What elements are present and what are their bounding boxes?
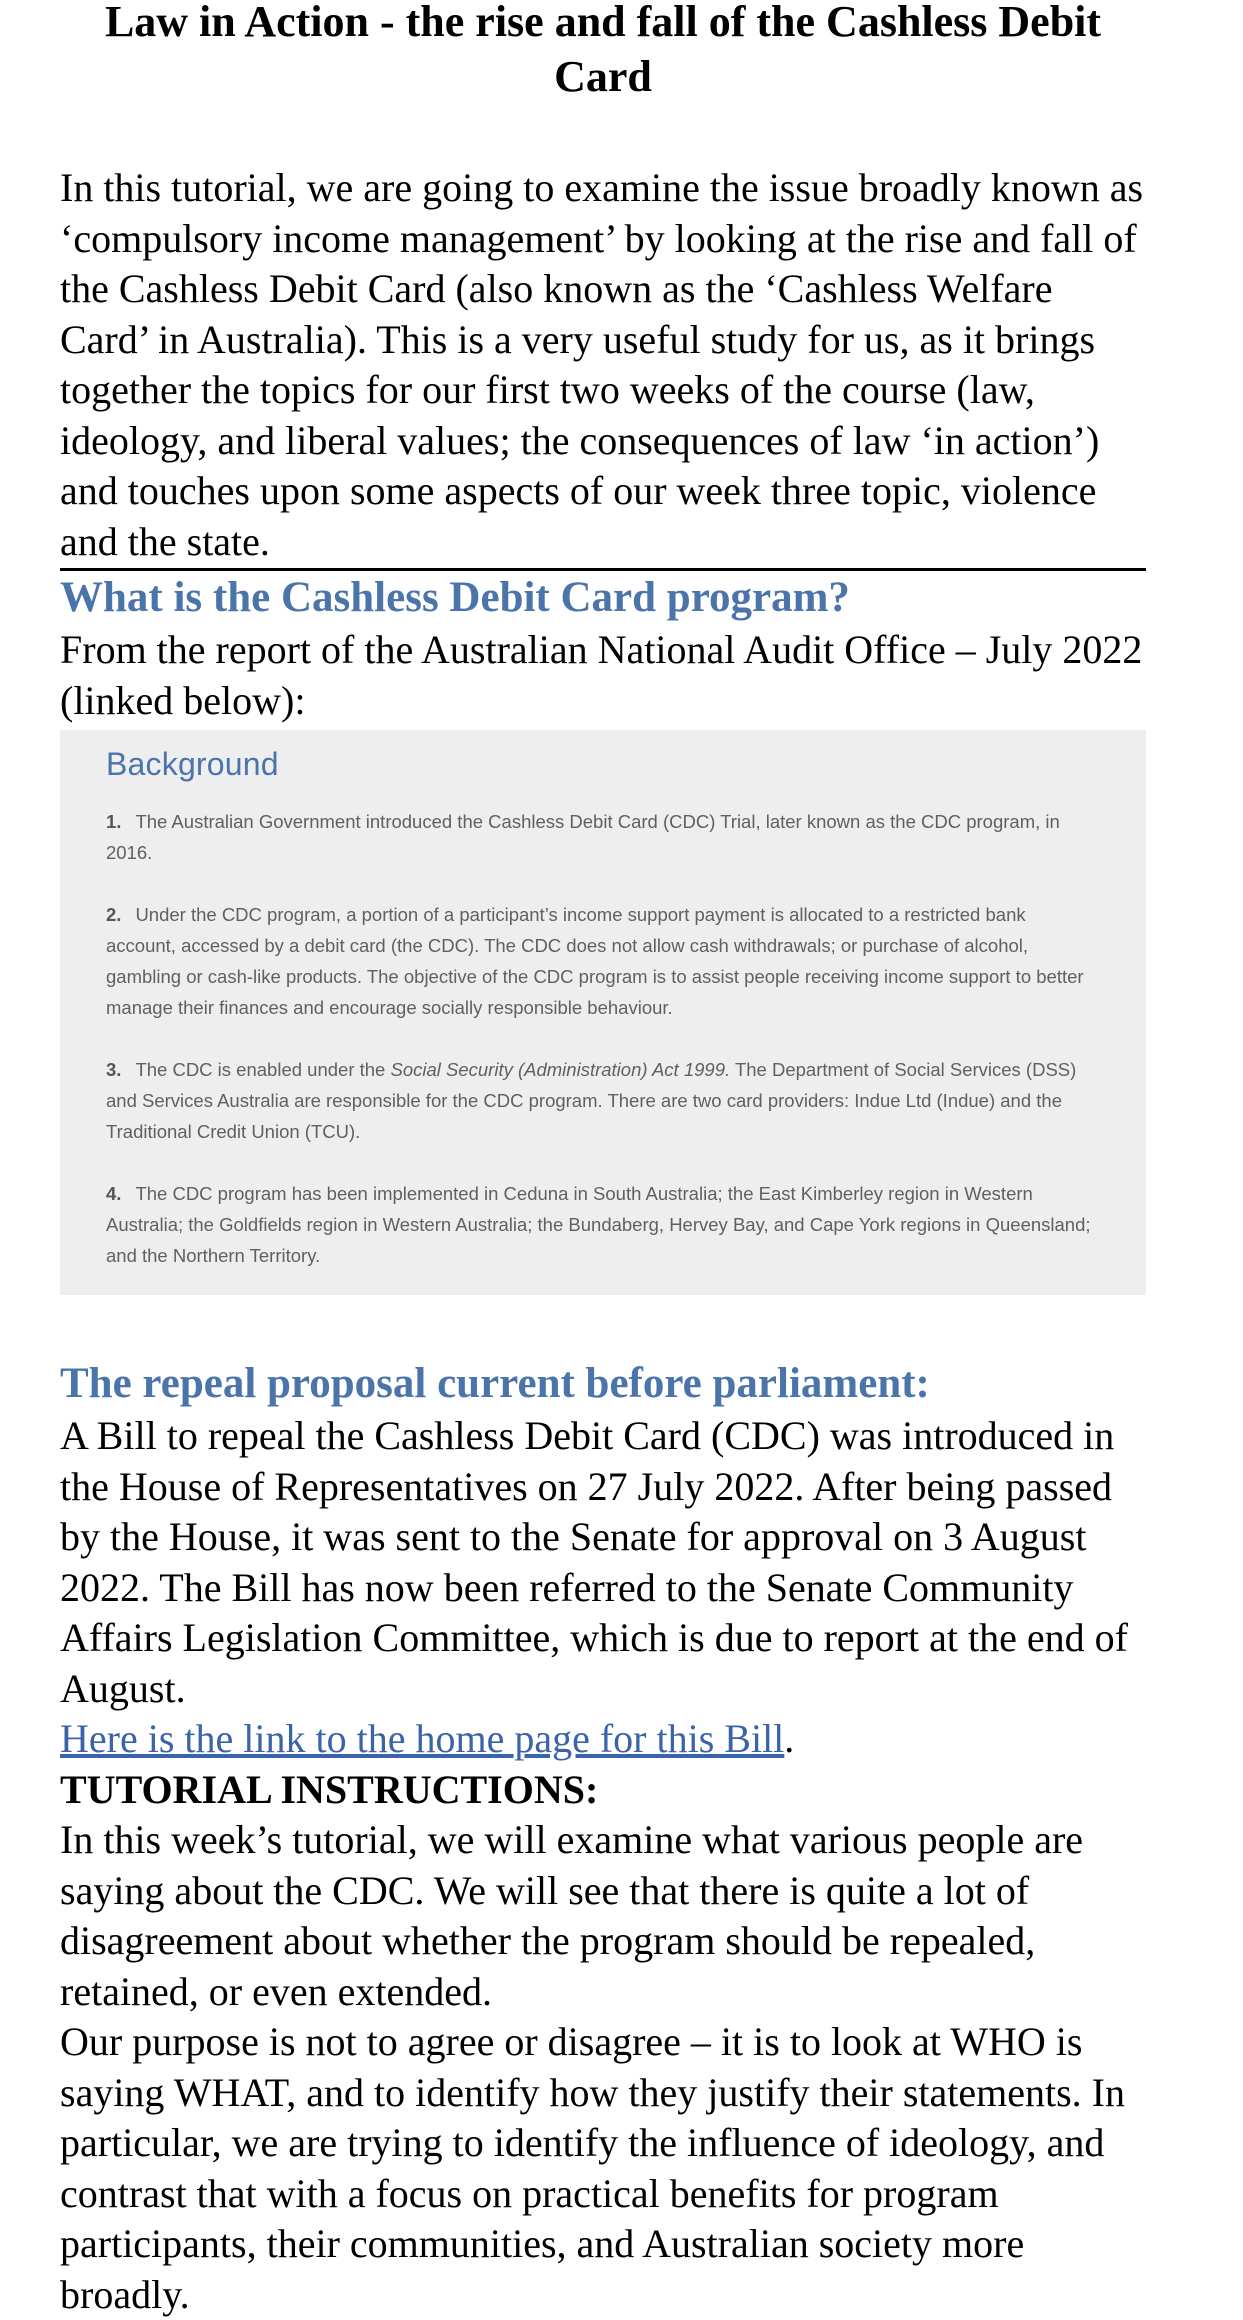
excerpt-item-text: The CDC program has been implemented in Ceduna in South Australia; the East Kimberley region in Western Australia; the Goldfields region in Western Australia; the Bundaberg, Hervey Bay, and Cape York regions in Queensland; and the Northern Territory. bbox=[106, 1183, 1091, 1266]
document-title: Law in Action - the rise and fall of the Cashless Debit Card bbox=[104, 0, 1102, 101]
instructions-paragraph-2: Our purpose is not to agree or disagree – it is to look at WHO is saying WHAT, and to identify how they justify their statements. In particular, we are trying to identify the influence of ideology, and contrast that with a focus on practical benefits for program participants, their communities, and Australian society more broadly. bbox=[60, 2019, 1125, 2317]
excerpt-item-number: 3. bbox=[106, 1059, 122, 1080]
link-suffix: . bbox=[784, 1716, 795, 1761]
section-heading-cdc-program: What is the Cashless Debit Card program? bbox=[60, 574, 850, 621]
audit-report-excerpt bbox=[60, 730, 1146, 1295]
intro-paragraph: In this tutorial, we are going to examine the issue broadly known as ‘compulsory income management’ by looking at the rise and fall of the Cashless Debit Card (also known as the ‘Cashless Welfare Card’ in Australia). This is a very useful study for us, as it brings together the topics for our first two weeks of the course (law, ideology, and liberal values; the consequences of law ‘in action’) and touches upon some aspects of our week three topic, violence and the state. bbox=[60, 163, 1146, 571]
excerpt-item bbox=[106, 1178, 1100, 1271]
excerpt-item bbox=[106, 1054, 1100, 1147]
excerpt-item-number: 1. bbox=[106, 811, 122, 832]
excerpt-item-text: The Australian Government introduced the Cashless Debit Card (CDC) Trial, later known as the CDC program, in 2016. bbox=[106, 811, 1060, 863]
act-title: Social Security (Administration) Act 1999. bbox=[390, 1059, 731, 1080]
excerpt-item-text: The CDC is enabled under the bbox=[135, 1059, 391, 1080]
tutorial-instructions-heading: TUTORIAL INSTRUCTIONS: bbox=[60, 1766, 599, 1812]
excerpt-item-number: 2. bbox=[106, 904, 122, 925]
excerpt-item-text: The Department of Social Services (DSS) and Services Australia are responsible for the CDC program. There are two card providers: Indue Ltd (Indue) and the Traditional Credit Union (TCU). bbox=[106, 1059, 1077, 1142]
excerpt-heading: Background bbox=[106, 746, 279, 782]
repeal-paragraph: A Bill to repeal the Cashless Debit Card (CDC) was introduced in the House of Representatives on 27 July 2022. After being passed by the House, it was sent to the Senate for approval on 3 August 2022. The Bill has now been referred to the Senate Community Affairs Legislation Committee, which is due to report at the end of August. bbox=[60, 1413, 1128, 1711]
excerpt-item bbox=[106, 806, 1100, 868]
section-heading-repeal-proposal: The repeal proposal current before parliament: bbox=[60, 1360, 930, 1407]
document-page bbox=[60, 0, 1146, 2320]
excerpt-item bbox=[106, 899, 1100, 1023]
excerpt-item-number: 4. bbox=[106, 1183, 122, 1204]
bill-home-page-link[interactable]: Here is the link to the home page for this Bill bbox=[60, 1716, 785, 1761]
audit-report-lead: From the report of the Australian National Audit Office – July 2022 (linked below): bbox=[60, 627, 1143, 723]
instructions-paragraph-1: In this week’s tutorial, we will examine what various people are saying about the CDC. We will see that there is quite a lot of disagreement about whether the program should be repealed, retained, or even extended. bbox=[60, 1817, 1084, 2014]
excerpt-item-text: Under the CDC program, a portion of a participant’s income support payment is allocated to a restricted bank account, accessed by a debit card (the CDC). The CDC does not allow cash withdrawals; or purchase of alcohol, gambling or cash-like products. The objective of the CDC program is to assist people receiving income support to better manage their finances and encourage socially responsible behaviour. bbox=[106, 904, 1084, 1018]
bill-link-line bbox=[60, 1714, 1146, 1765]
